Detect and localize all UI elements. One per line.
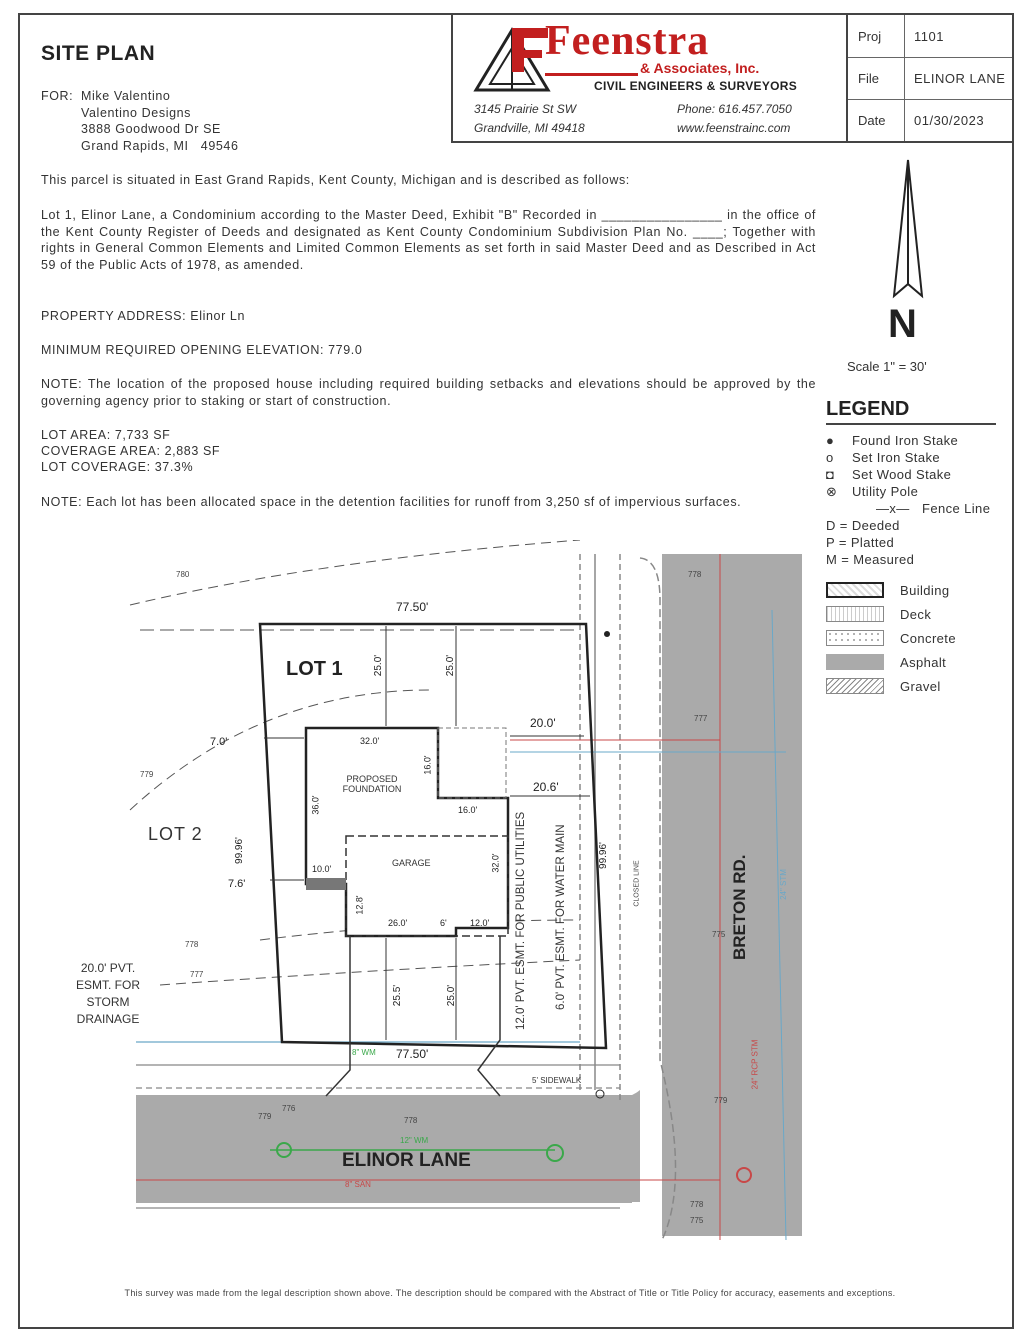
- legend-deck: Deck: [826, 602, 956, 626]
- dim-right: 99.96': [597, 842, 609, 869]
- contour-label: 776: [282, 1104, 296, 1113]
- legend-found-iron: ● Found Iron Stake: [826, 433, 959, 448]
- contour-label: 779: [714, 1096, 728, 1105]
- legend-title: LEGEND: [826, 398, 910, 420]
- company-phone: Phone: 616.457.7050: [677, 102, 792, 116]
- breton-road-label: BRETON RD.: [730, 854, 749, 960]
- client-street: 3888 Goodwood Dr SE: [81, 122, 221, 136]
- client-city: Grand Rapids, MI 49546: [81, 138, 239, 153]
- lot-coverage: LOT COVERAGE: 37.3%: [41, 460, 194, 474]
- legend-platted: P = Platted: [826, 535, 895, 550]
- client-company: Valentino Designs: [81, 105, 192, 120]
- client-block: [41, 88, 239, 154]
- coverage-area: COVERAGE AREA: 2,883 SF: [41, 444, 221, 458]
- legal-description: Lot 1, Elinor Lane, a Condominium according to the Master Deed, Exhibit "B" Recorded in ________________ in the office of the Kent County Register of Deeds and designated as Kent County Condominium Subdivision Plan No. ____; Together with rights in General Common Elements and Limited Common Elements as set forth in said Master Deed and as Described in Act 59 of the Public Acts of 1978, as amended.: [41, 208, 816, 272]
- contour-label: 778: [688, 570, 702, 579]
- contour-label: 779: [258, 1112, 272, 1121]
- utility-label: 24" RCP STM: [750, 1039, 760, 1090]
- contour-label: 779: [140, 770, 154, 779]
- garage-label: GARAGE: [392, 858, 431, 868]
- contour-label: 778: [690, 1200, 704, 1209]
- dim-garage-six: 6': [440, 918, 447, 928]
- dim-front-setback: 25.0': [373, 654, 385, 677]
- dim-bottom: 77.50': [396, 1047, 429, 1061]
- project-info: [846, 13, 1014, 143]
- utility-label: 8" SAN: [345, 1180, 371, 1189]
- company-web: www.feenstrainc.com: [677, 121, 791, 135]
- legend-building: Building: [826, 578, 956, 602]
- company-city: Grandville, MI 49418: [474, 121, 585, 135]
- dim-garage-step: 10.0': [312, 864, 332, 874]
- scale-note: Scale 1" = 30': [847, 359, 927, 374]
- legend-set-iron: o Set Iron Stake: [826, 450, 940, 465]
- dim-step: 12.8': [354, 895, 365, 915]
- company-logo-icon: [472, 22, 552, 94]
- dim-garage-small: 12.0': [470, 918, 490, 928]
- page-title: SITE PLAN: [41, 42, 156, 65]
- legend-wood-stake: ◘ Set Wood Stake: [826, 467, 952, 482]
- company-name: Feenstra: [545, 18, 710, 64]
- lot1-label: LOT 1: [286, 658, 343, 680]
- contour-label: 778: [404, 1116, 418, 1125]
- elinor-lane-asphalt: [136, 1095, 632, 1203]
- contour-label: 780: [176, 570, 190, 579]
- contour-label: 778: [185, 940, 199, 949]
- dim-top: 77.50': [396, 600, 429, 614]
- legend-fence: —x— Fence Line: [876, 501, 991, 516]
- dim-left-mid: 7.6': [228, 878, 246, 890]
- north-letter: N: [888, 302, 917, 346]
- dim-house-height: 36.0': [310, 795, 321, 815]
- dim-notch-height: 16.0': [422, 755, 433, 775]
- company-street: 3145 Prairie St SW: [474, 102, 577, 116]
- dim-rear-2: 25.0': [446, 984, 458, 1007]
- dim-side-mid: 20.6': [533, 780, 559, 794]
- lot-area: LOT AREA: 7,733 SF: [41, 428, 171, 442]
- sidewalk-label: 5' SIDEWALK: [532, 1076, 582, 1085]
- legend-gravel: Gravel: [826, 674, 956, 698]
- client-name: Mike Valentino: [81, 89, 171, 103]
- note-setbacks: NOTE: The location of the proposed house including required building setbacks and elevations should be approved by the governing agency prior to staking or start of construction.: [41, 377, 816, 408]
- water-easement: 6.0' PVT. ESMT. FOR WATER MAIN: [555, 824, 567, 1010]
- drainage-easement: 20.0' PVT. ESMT. FOR STORM DRAINAGE: [75, 961, 140, 1026]
- utility-label: 12" WM: [400, 1136, 429, 1145]
- dim-side-top: 20.0': [530, 716, 556, 730]
- logo-rule: [545, 73, 638, 76]
- legend-utility-pole: ⊗ Utility Pole: [826, 484, 919, 499]
- legend-deeded: D = Deeded: [826, 518, 900, 533]
- info-row-date: Date 01/30/2023: [858, 113, 985, 128]
- foundation-label: PROPOSED FOUNDATION: [342, 774, 402, 794]
- dim-garage-height: 32.0': [490, 853, 501, 873]
- utility-label: 24" STM: [778, 869, 788, 900]
- dim-house-notch: 16.0': [458, 805, 478, 815]
- note-detention: NOTE: Each lot has been allocated space in the detention facilities for runoff from 3,250 sf of impervious surfaces.: [41, 495, 742, 509]
- utility-easement: 12.0' PVT. ESMT. FOR PUBLIC UTILITIES: [515, 811, 527, 1030]
- legend-asphalt: Asphalt: [826, 650, 956, 674]
- for-label: FOR:: [41, 89, 74, 103]
- contour-label: 775: [712, 930, 726, 939]
- house-outline: [306, 728, 508, 936]
- utility-label: 8" WM: [352, 1048, 376, 1057]
- parcel-intro: This parcel is situated in East Grand Rapids, Kent County, Michigan and is described as follows:: [41, 173, 630, 187]
- survey-footer: This survey was made from the legal description shown above. The description should be compared with the Abstract of Title or Title Policy for accuracy, easements and exceptions.: [124, 1288, 896, 1298]
- company-tagline: CIVIL ENGINEERS & SURVEYORS: [594, 79, 798, 93]
- legend-underline: [826, 423, 996, 425]
- legend-concrete: Concrete: [826, 626, 956, 650]
- dim-left-top: 7.0': [210, 736, 228, 748]
- contour-label: 775: [690, 1216, 704, 1225]
- contour-label: 777: [694, 714, 708, 723]
- dim-house-width: 32.0': [360, 736, 380, 746]
- dim-front-setback-2: 25.0': [445, 654, 457, 677]
- dim-garage-width: 26.0': [388, 918, 408, 928]
- company-assoc: & Associates, Inc.: [640, 60, 760, 76]
- property-address: PROPERTY ADDRESS: Elinor Ln: [41, 309, 246, 323]
- elinor-lane-label: ELINOR LANE: [342, 1150, 471, 1171]
- closed-line-label: CLOSED LINE: [633, 860, 641, 907]
- lot2-label: LOT 2: [148, 824, 203, 844]
- dim-left: 99.96': [233, 837, 245, 864]
- info-row-file: File ELINOR LANE: [848, 57, 1012, 100]
- legend-measured: M = Measured: [826, 552, 915, 567]
- info-row-project: Proj 1101: [848, 15, 1012, 58]
- min-elevation: MINIMUM REQUIRED OPENING ELEVATION: 779.0: [41, 343, 363, 357]
- dim-rear-1: 25.5': [392, 984, 404, 1007]
- contour-label: 777: [190, 970, 204, 979]
